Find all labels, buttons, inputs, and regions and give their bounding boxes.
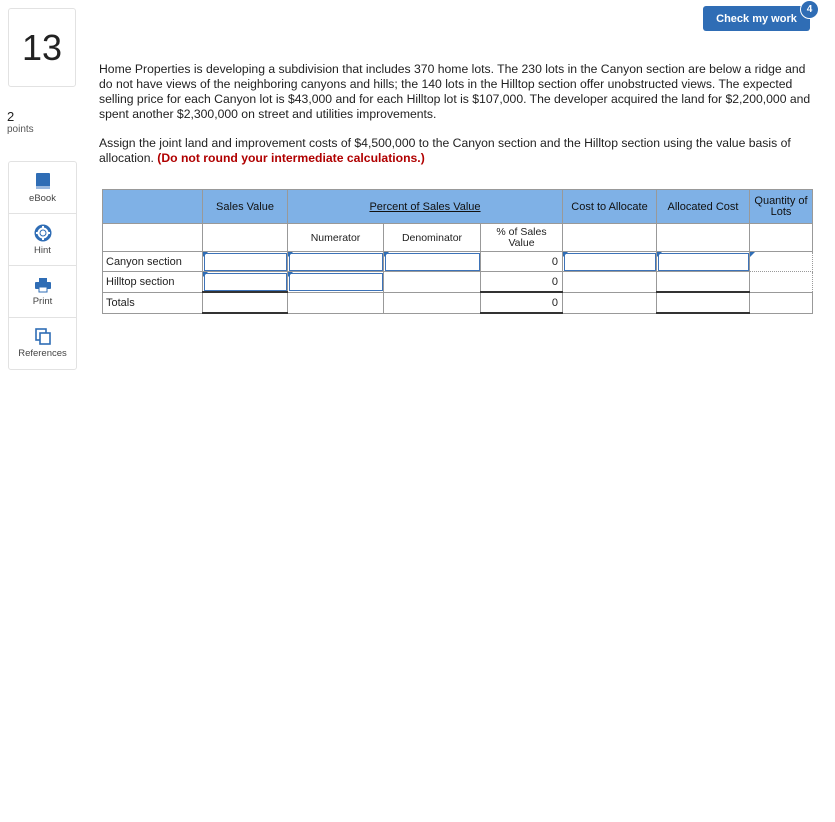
subheader-denominator: Denominator	[384, 224, 481, 252]
canyon-denominator-input[interactable]	[384, 252, 481, 272]
subheader-blank	[203, 224, 288, 252]
table-row-canyon	[103, 252, 813, 272]
hilltop-cost-to-allocate-cell	[563, 272, 657, 293]
totals-sales-value-cell[interactable]	[203, 292, 288, 313]
table-row-totals	[103, 292, 813, 313]
subheader-blank	[657, 224, 750, 252]
hilltop-quantity-cell[interactable]	[750, 272, 813, 293]
question-number: 13	[8, 8, 76, 87]
print-button[interactable]	[9, 266, 76, 318]
table-subheader-row	[103, 224, 813, 252]
canyon-numerator-input[interactable]	[288, 252, 384, 272]
references-button[interactable]	[9, 318, 76, 369]
totals-quantity-cell	[750, 292, 813, 313]
header-sales-value: Sales Value	[203, 190, 288, 224]
hilltop-sales-value-input[interactable]	[203, 272, 288, 293]
totals-denominator-cell	[384, 292, 481, 313]
hilltop-pct-sales-value: 0	[481, 272, 563, 293]
row-label-hilltop: Hilltop section	[103, 272, 203, 293]
canyon-pct-sales-value: 0	[481, 252, 563, 272]
canyon-quantity-input[interactable]	[750, 252, 813, 272]
copy-icon	[35, 328, 51, 345]
header-cost-to-allocate: Cost to Allocate	[563, 190, 657, 224]
attempts-badge: 4	[800, 0, 819, 19]
row-label-totals: Totals	[103, 292, 203, 313]
totals-allocated-cost-cell[interactable]	[657, 292, 750, 313]
canyon-allocated-cost-input[interactable]	[657, 252, 750, 272]
table-header-row	[103, 190, 813, 224]
problem-instruction-text: Assign the joint land and improvement costs of $4,500,000 to the Canyon section and the Hilltop section using the value basis of allocation.	[99, 136, 791, 165]
problem-paragraph-1: Home Properties is developing a subdivision that includes 370 home lots. The 230 lots in the Canyon section are below a ridge and do not have views of the neighboring canyons and hills; the 140 lots in the Hilltop section offer unobstructed views. The expected selling price for each Canyon lot is $43,000 and for each Hilltop lot is $107,000. The developer acquired the land for $2,200,000 and spent another $2,300,000 on street and utilities improvements.	[99, 62, 811, 121]
hint-label: Hint	[34, 244, 51, 256]
subheader-pct-sales-value: % of Sales Value	[481, 224, 563, 252]
ebook-label: eBook	[29, 192, 56, 204]
problem-paragraph-2	[99, 136, 811, 166]
ebook-button[interactable]	[9, 162, 76, 214]
print-label: Print	[32, 295, 53, 307]
totals-numerator-cell	[288, 292, 384, 313]
points-label: points	[7, 124, 34, 135]
hilltop-denominator-cell	[384, 272, 481, 293]
row-label-canyon: Canyon section	[103, 252, 203, 272]
header-allocated-cost: Allocated Cost	[657, 190, 750, 224]
header-quantity-of-lots: Quantity of Lots	[750, 190, 813, 224]
lifebuoy-icon	[34, 224, 52, 242]
references-label: References	[18, 348, 67, 359]
allocation-table	[102, 189, 813, 314]
subheader-blank	[750, 224, 813, 252]
header-percent-of-sales-value: Percent of Sales Value	[288, 190, 563, 224]
table-row-hilltop	[103, 272, 813, 293]
header-blank	[103, 190, 203, 224]
subheader-blank	[563, 224, 657, 252]
subheader-blank	[103, 224, 203, 252]
rounding-instruction: (Do not round your intermediate calculations.)	[157, 151, 425, 165]
totals-pct-sales-value: 0	[481, 292, 563, 313]
canyon-sales-value-input[interactable]	[203, 252, 288, 272]
canyon-cost-to-allocate-input[interactable]	[563, 252, 657, 272]
tool-sidebar	[8, 161, 77, 370]
problem-text	[99, 62, 811, 180]
book-icon	[35, 172, 51, 190]
points-value: 2	[7, 109, 15, 124]
hint-button[interactable]	[9, 214, 76, 266]
subheader-numerator: Numerator	[288, 224, 384, 252]
hilltop-numerator-input[interactable]	[288, 272, 384, 293]
hilltop-allocated-cost-cell	[657, 272, 750, 293]
printer-icon	[34, 277, 52, 293]
check-my-work-button[interactable]: Check my work	[703, 6, 810, 31]
totals-cost-to-allocate-cell	[563, 292, 657, 313]
